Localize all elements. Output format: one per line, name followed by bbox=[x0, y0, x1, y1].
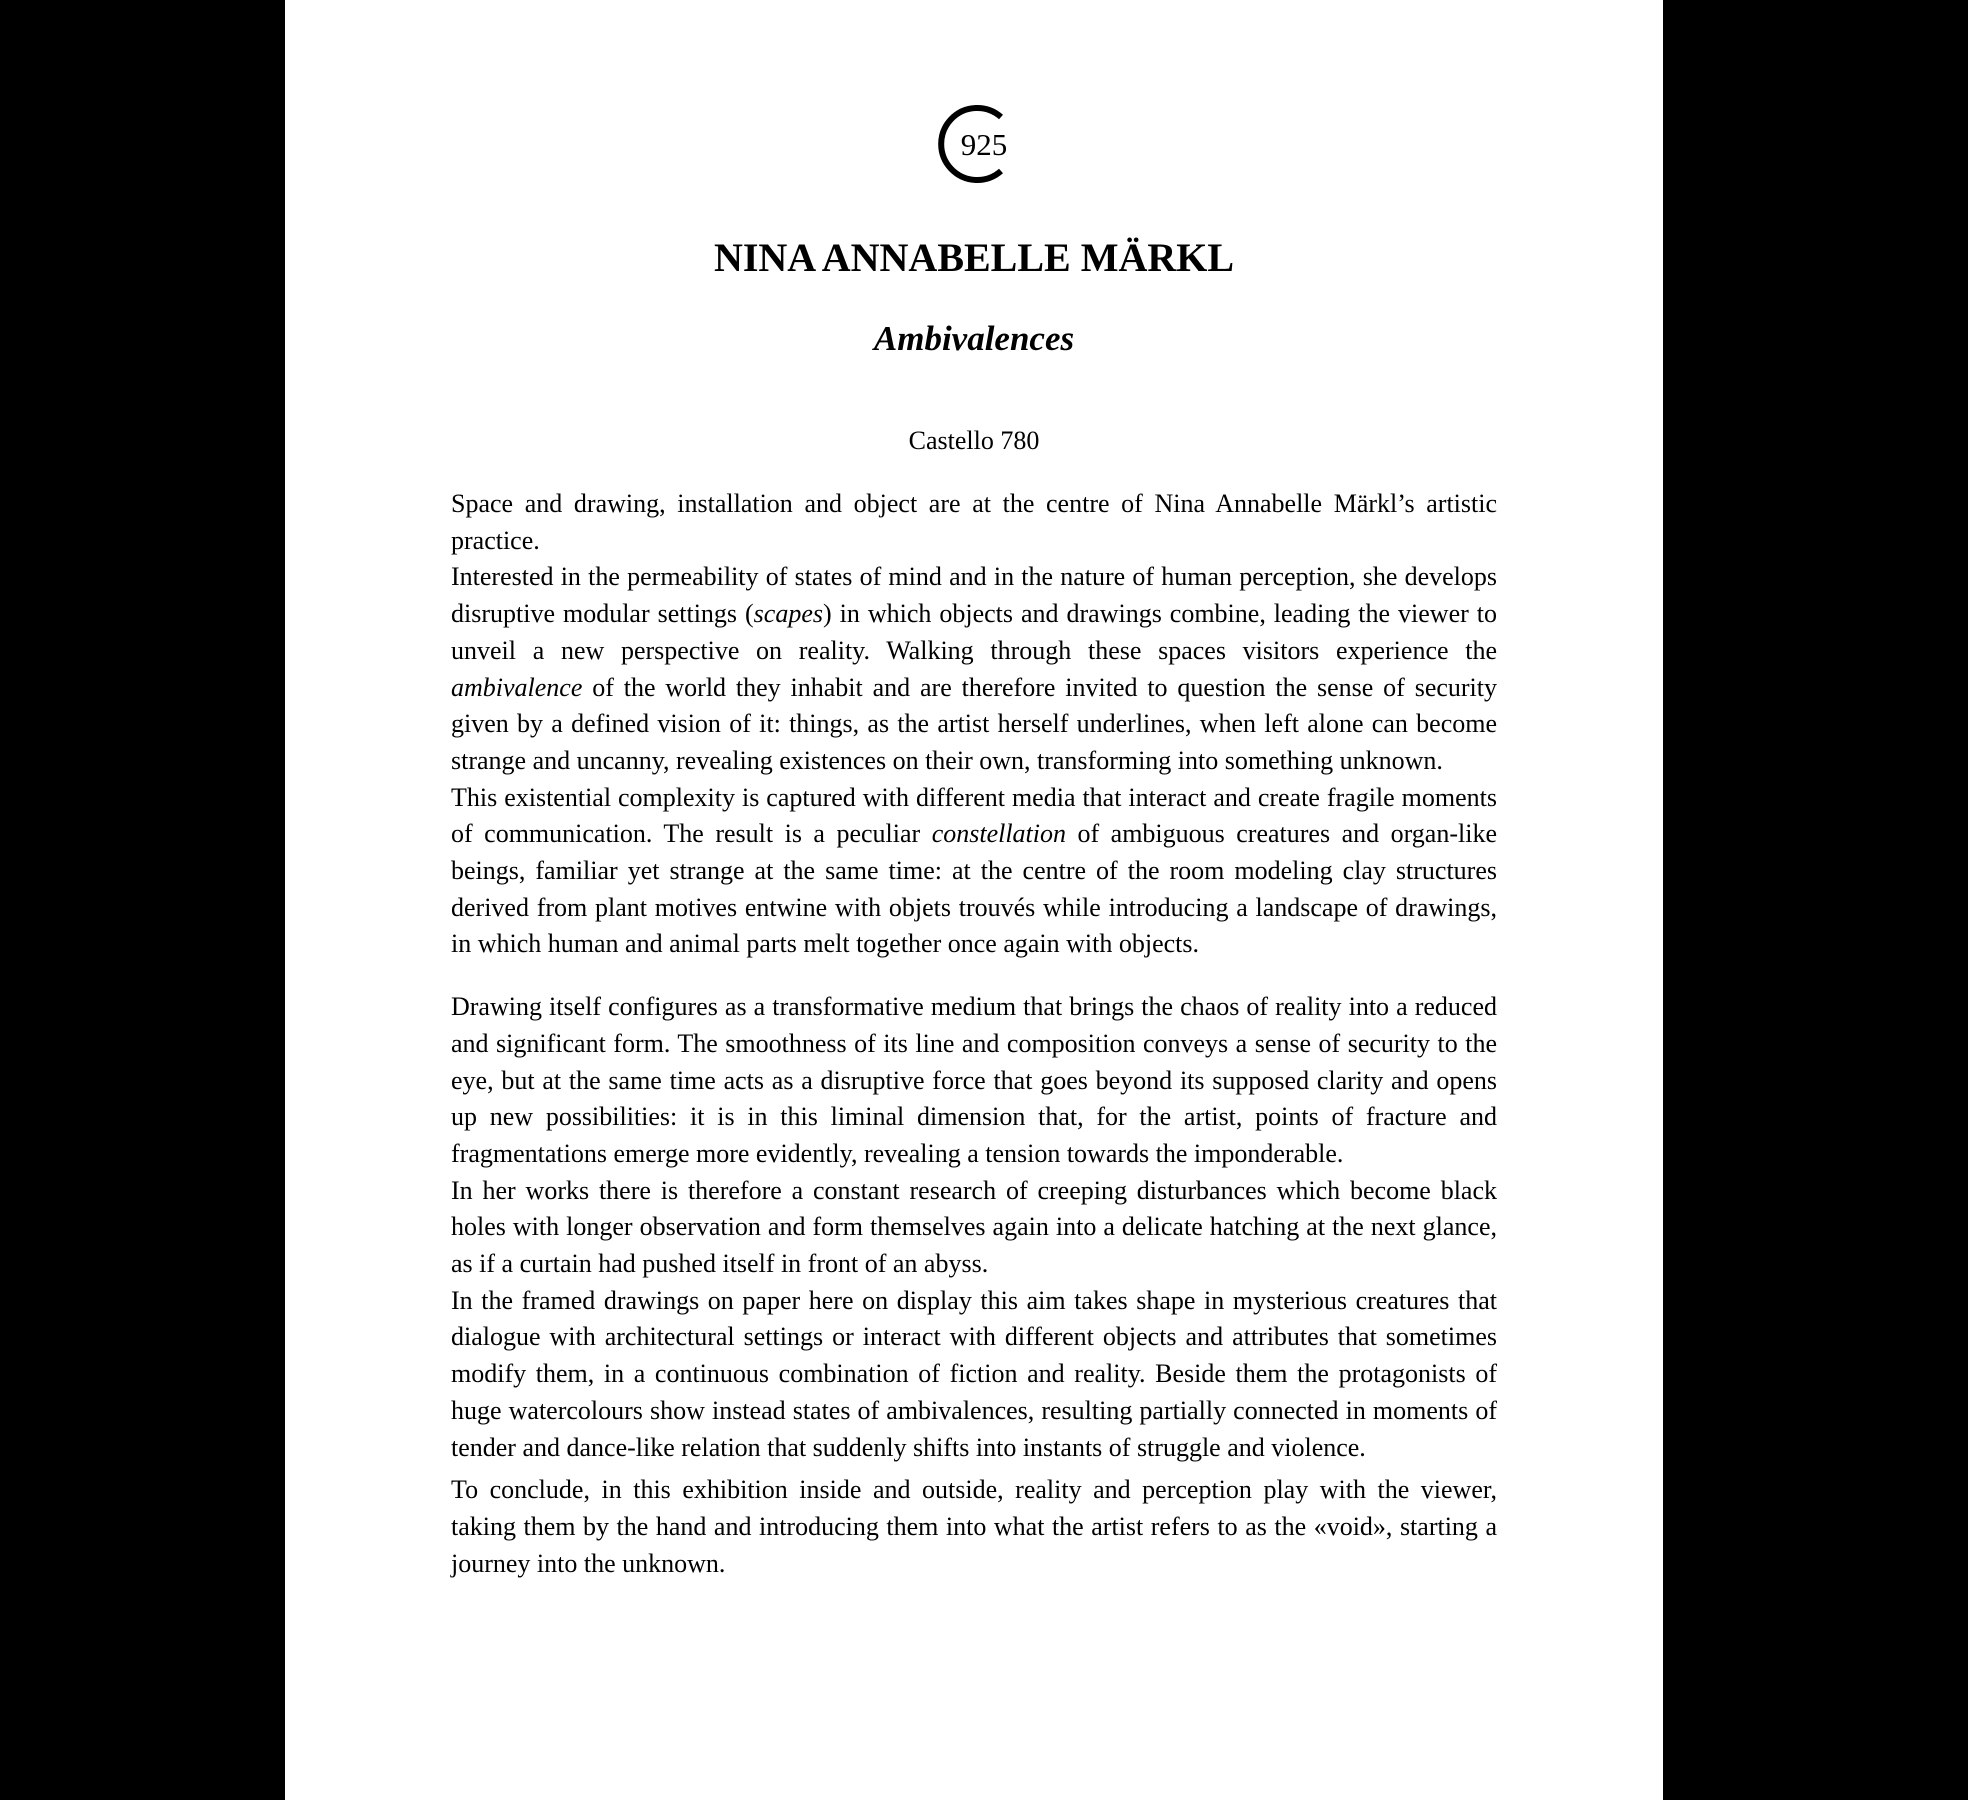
italic-term: ambivalence bbox=[451, 672, 583, 702]
italic-term: scapes bbox=[753, 599, 823, 629]
body-paragraph bbox=[451, 1472, 1497, 1582]
document-page bbox=[285, 0, 1663, 1800]
italic-term: constellation bbox=[931, 819, 1067, 849]
text-run: To conclude, in this exhibition inside and outside, reality and perception play with the viewer, taking them by the hand and introducing them into what the artist refers to as the «void», starting a journey into the unknown. bbox=[451, 1475, 1497, 1578]
body-paragraph bbox=[451, 1283, 1497, 1467]
c925-logo-icon bbox=[937, 103, 1019, 185]
body-paragraph bbox=[451, 780, 1497, 964]
text-run: Interested in the permeability of states of mind and in the nature of human perception, she develops disruptive modular settings ( bbox=[451, 562, 1497, 629]
page-title: NINA ANNABELLE MÄRKL bbox=[713, 235, 1235, 280]
body-paragraph bbox=[451, 559, 1497, 779]
text-run: In the framed drawings on paper here on display this aim takes shape in mysterious creatures that dialogue with architectural settings or interact with different objects and attributes that sometimes modify them, in a continuous combination of fiction and reality. Beside them the protagonists of huge watercolours show instead states of ambivalences, resulting partially connected in moments of tender and dance-like relation that suddenly shifts into instants of struggle and violence. bbox=[451, 1285, 1497, 1462]
page-subtitle: Ambivalences bbox=[873, 319, 1075, 358]
body-paragraph bbox=[451, 1173, 1497, 1283]
text-run: Space and drawing, installation and object are at the centre of Nina Annabelle Märkl’s artistic practice. bbox=[451, 489, 1497, 555]
text-run: ) in which objects and drawings combine, leading the viewer to unveil a new perspective on reality. Walking through these spaces visitors experience the bbox=[451, 599, 1497, 665]
body-paragraph bbox=[451, 486, 1497, 559]
venue-label: Castello 780 bbox=[908, 426, 1040, 455]
text-run: of ambiguous creatures and organ-like beings, familiar yet strange at the same time: at the centre of the room modeling clay structures derived from plant motives entwine with objets trouvés while introducing a landscape of drawings, in which human and animal parts melt together once again with objects. bbox=[451, 819, 1497, 959]
c925-logo-graphic bbox=[937, 103, 1019, 185]
text-run: Drawing itself configures as a transformative medium that brings the chaos of reality into a reduced and significant form. The smoothness of its line and composition conveys a sense of security to the eye, but at the same time acts as a disruptive force that goes beyond its supposed clarity and opens up new possibilities: it is in this liminal dimension that, for the artist, points of fracture and fragmentations emerge more evidently, revealing a tension towards the imponderable. bbox=[451, 992, 1497, 1168]
text-run: of the world they inhabit and are therefore invited to question the sense of security given by a defined vision of it: things, as the artist herself underlines, when left alone can become strange and uncanny, revealing existences on their own, transforming into something unknown. bbox=[451, 672, 1497, 775]
logo-text: 925 bbox=[960, 127, 1008, 162]
body-text bbox=[451, 486, 1497, 1582]
text-run: In her works there is therefore a constant research of creeping disturbances which become black holes with longer observation and form themselves again into a delicate hatching at the next glance, as if a curtain had pushed itself in front of an abyss. bbox=[451, 1175, 1497, 1279]
text-run: This existential complexity is captured with different media that interact and create fragile moments of communication. The result is a peculiar bbox=[451, 782, 1497, 849]
body-paragraph bbox=[451, 989, 1497, 1173]
